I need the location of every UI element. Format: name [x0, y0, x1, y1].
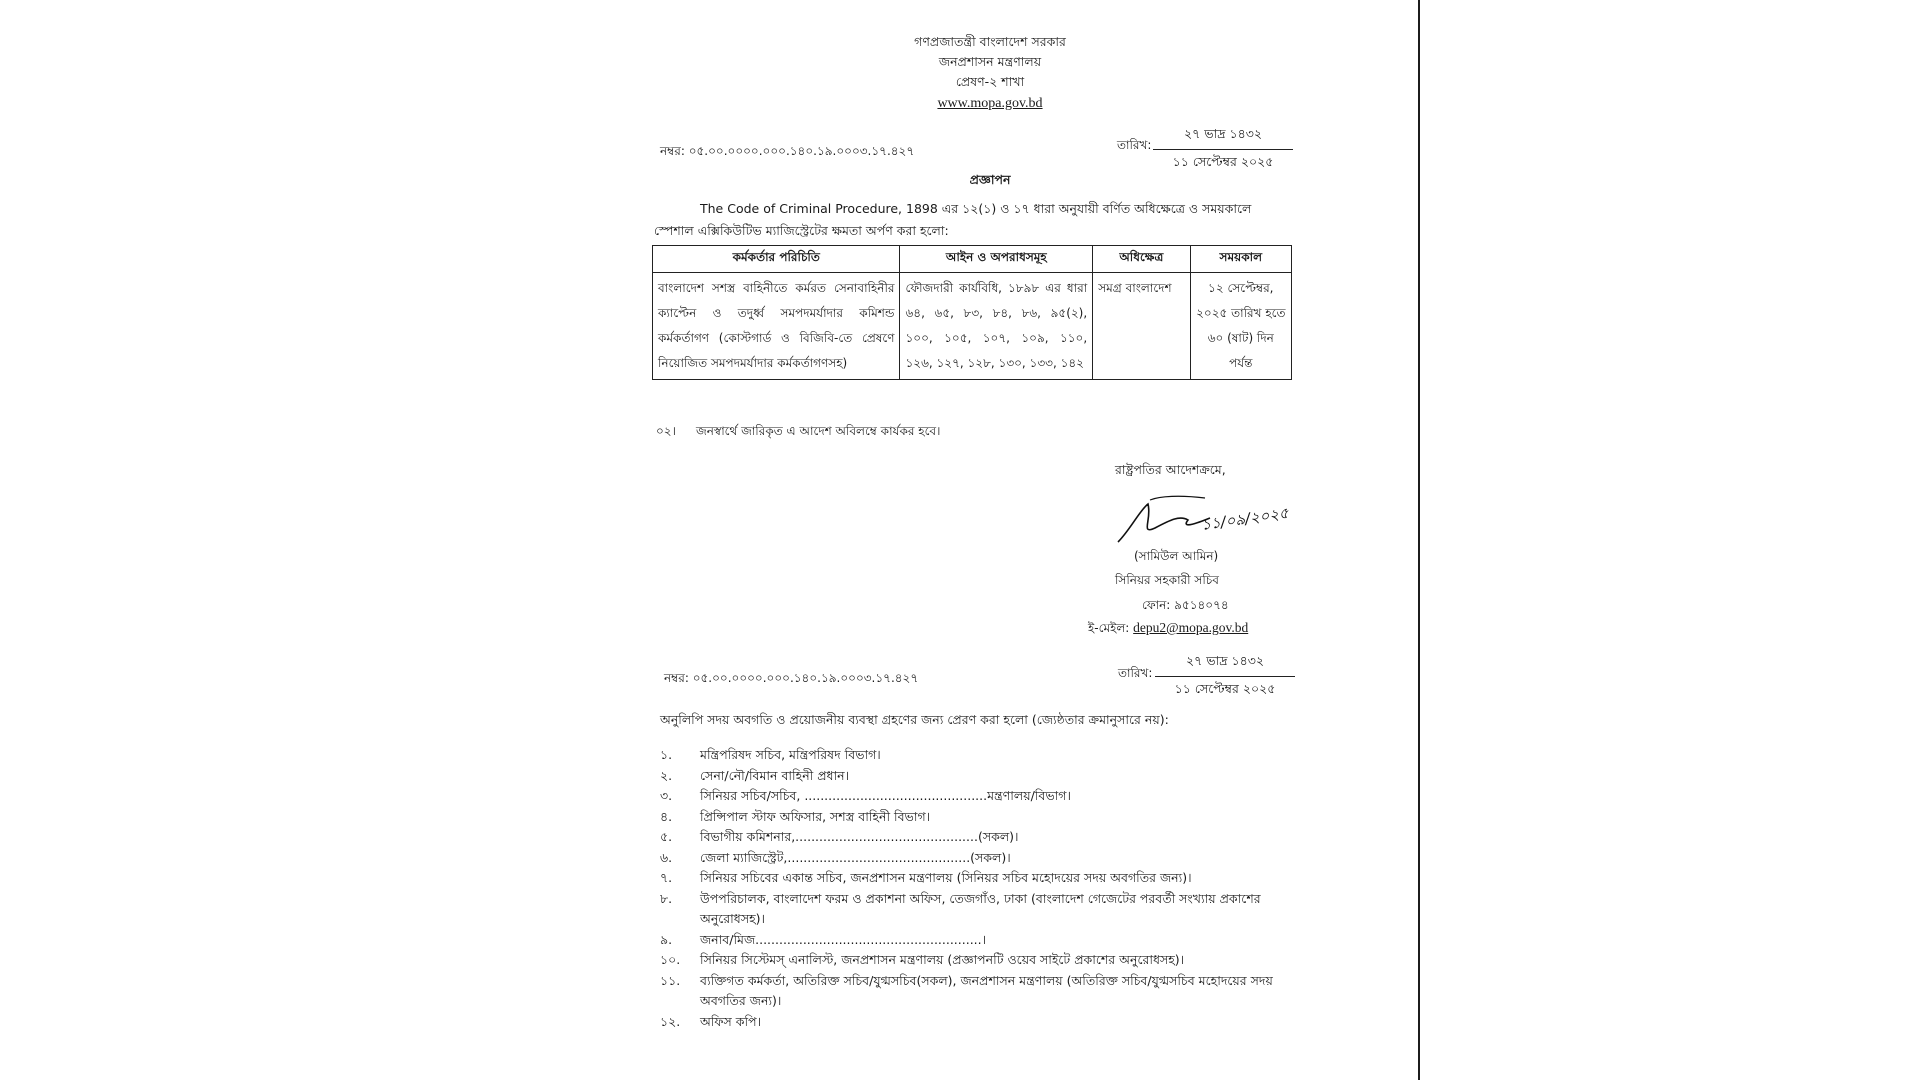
list-item: ৫. বিভাগীয় কমিশনার,..............................................(সকল)। — [660, 829, 1019, 844]
order-line: রাষ্ট্রপতির আদেশক্রমে, — [1115, 462, 1226, 477]
document-page — [640, 0, 1340, 1080]
list-item: ৩. সিনিয়র সচিব/সচিব, ..............................................মন্ত্রণালয়/বিভাগ। — [660, 788, 1071, 803]
list-item: ১১. ব্যক্তিগত কর্মকর্তা, অতিরিক্ত সচিব/যুগ্মসচিব(সকল), জনপ্রশাসন মন্ত্রণালয় (অতিরিক্ত সচিব/যুগ্মসচিব মহোদয়ের সদয় অবগতির জন্য)। — [660, 972, 1273, 1008]
signatory-email — [1088, 620, 1248, 640]
email-label: ই-মেইল: — [1088, 621, 1130, 635]
distribution-list — [660, 745, 1300, 1032]
cell-officer: বাংলাদেশ সশস্ত্র বাহিনীতে কর্মরত সেনাবাহিনীর ক্যাপ্টেন ও তদুর্ধ্ব সমপদমর্যাদার কমিশন্ড কর্মকর্তাগণ (কোস্টগার্ড ও বিজিবি-তে প্রেষণে নিয়োজিত সমপদমর্যাদার কর্মকর্তাগণসহ) — [653, 273, 900, 380]
list-item: ৭. সিনিয়র সচিবের একান্ত সচিব, জনপ্রশাসন মন্ত্রণালয় (সিনিয়র সচিব মহোদয়ের সদয় অবগতির জন্য)। — [660, 870, 1192, 885]
table-row — [653, 273, 1292, 380]
header-jurisdiction: অধিক্ষেত্র — [1093, 246, 1190, 273]
header-officer: কর্মকর্তার পরিচিতি — [653, 246, 900, 273]
list-item: ১. মন্ত্রিপরিষদ সচিব, মন্ত্রিপরিষদ বিভাগ। — [660, 747, 881, 762]
header-website[interactable]: www.mopa.gov.bd — [937, 96, 1043, 111]
list-item: ৬. জেলা ম্যাজিস্ট্রেট,..............................................(সকল)। — [660, 849, 1011, 865]
page-edge-line — [1418, 0, 1420, 1080]
date-divider-2 — [1155, 676, 1295, 677]
memo-number: নম্বর: ০৫.০০.০০০০.০০০.১৪০.১৯.০০০৩.১৭.৪২৭ — [660, 144, 915, 158]
clause-number: ০২। — [656, 424, 676, 438]
list-item: ৮. উপপরিচালক, বাংলাদেশ ফরম ও প্রকাশনা অফিস, তেজগাঁও, ঢাকা (বাংলাদেশ গেজেটের পরবর্তী সংখ্যায় প্রকাশের অনুরোধসহ)। — [660, 890, 1261, 926]
notification-intro-line1: The Code of Criminal Procedure, 1898 এর ১২(১) ও ১৭ ধারা অনুযায়ী বর্ণিত অধিক্ষেত্রে ও সময়কালে — [700, 201, 1252, 216]
date-label: তারিখ: — [1117, 138, 1152, 152]
list-item: ৯. জনাব/মিজ.........................................................। — [660, 931, 987, 947]
date-block-2 — [1155, 653, 1295, 701]
header-branch: প্রেষণ-২ শাখা — [955, 74, 1025, 89]
notification-intro-line2: স্পেশাল এক্সিকিউটিভ ম্যাজিস্ট্রেটের ক্ষমতা অর্পণ করা হলো: — [654, 223, 949, 238]
signature-stroke-top — [1150, 496, 1205, 500]
date-english-2: ১১ সেপ্টেম্বর ২০২৫ — [1174, 681, 1276, 696]
date-bangla: ২৭ ভাদ্র ১৪৩২ — [1184, 126, 1262, 141]
date-english: ১১ সেপ্টেম্বর ২০২৫ — [1172, 154, 1274, 169]
list-item: ১০. সিনিয়র সিস্টেমস্ এনালিস্ট, জনপ্রশাসন মন্ত্রণালয় (প্রজ্ঞাপনটি ওয়েব সাইটে প্রকাশের অনুরোধসহ)। — [660, 952, 1185, 967]
header-ministry: জনপ্রশাসন মন্ত্রণালয় — [938, 54, 1042, 69]
cell-law: ফৌজদারী কার্যবিধি, ১৮৯৮ এর ধারা ৬৪, ৬৫, ৮৩, ৮৪, ৮৬, ৯৫(২), ১০০, ১০৫, ১০৭, ১০৯, ১১০, ১২৬, ১২৭, ১২৮, ১৩০, ১৩৩, ১৪২ — [900, 273, 1093, 380]
cell-jurisdiction: সমগ্র বাংলাদেশ — [1093, 273, 1190, 380]
signatory-phone: ফোন: ৯৫১৪০৭৪ — [1142, 598, 1229, 612]
date-label-2: তারিখ: — [1118, 666, 1153, 680]
magistrate-table — [652, 245, 1292, 380]
signature-stroke — [1118, 504, 1210, 542]
signatory-name: (সামিউল আমিন) — [1134, 549, 1219, 563]
distribution-intro: অনুলিপি সদয় অবগতি ও প্রয়োজনীয় ব্যবস্থা গ্রহণের জন্য প্রেরণ করা হলো (জ্যেষ্ঠতার ক্রমানুসারে নয়): — [660, 712, 1169, 727]
signature-date: ১১/০৯/২০২৫ — [1200, 503, 1290, 534]
memo-number-2: নম্বর: ০৫.০০.০০০০.০০০.১৪০.১৯.০০০৩.১৭.৪২৭ — [664, 671, 919, 685]
table-header-row — [653, 246, 1292, 273]
list-item: ৪. প্রিন্সিপাল স্টাফ অফিসার, সশস্ত্র বাহিনী বিভাগ। — [660, 808, 931, 824]
date-bangla-2: ২৭ ভাদ্র ১৪৩২ — [1186, 653, 1264, 668]
notification-title: প্রজ্ঞাপন — [969, 172, 1011, 187]
header-government: গণপ্রজাতন্ত্রী বাংলাদেশ সরকার — [914, 34, 1066, 49]
cell-duration: ১২ সেপ্টেম্বর, ২০২৫ তারিখ হতে ৬০ (ষাট) দিন পর্যন্ত — [1190, 273, 1291, 380]
email-link[interactable]: depu2@mopa.gov.bd — [1133, 620, 1249, 635]
header-law: আইন ও অপরাধসমূহ — [900, 246, 1093, 273]
date-block — [1153, 126, 1293, 174]
signatory-designation: সিনিয়র সহকারী সচিব — [1115, 573, 1219, 587]
date-divider — [1153, 149, 1293, 150]
clause-text: জনস্বার্থে জারিকৃত এ আদেশ অবিলম্বে কার্যকর হবে। — [696, 424, 941, 438]
list-item: ১২. অফিস কপি। — [660, 1013, 762, 1029]
header-duration: সময়কাল — [1190, 246, 1291, 273]
list-item: ২. সেনা/নৌ/বিমান বাহিনী প্রধান। — [660, 767, 850, 783]
signature-image — [1110, 490, 1290, 550]
